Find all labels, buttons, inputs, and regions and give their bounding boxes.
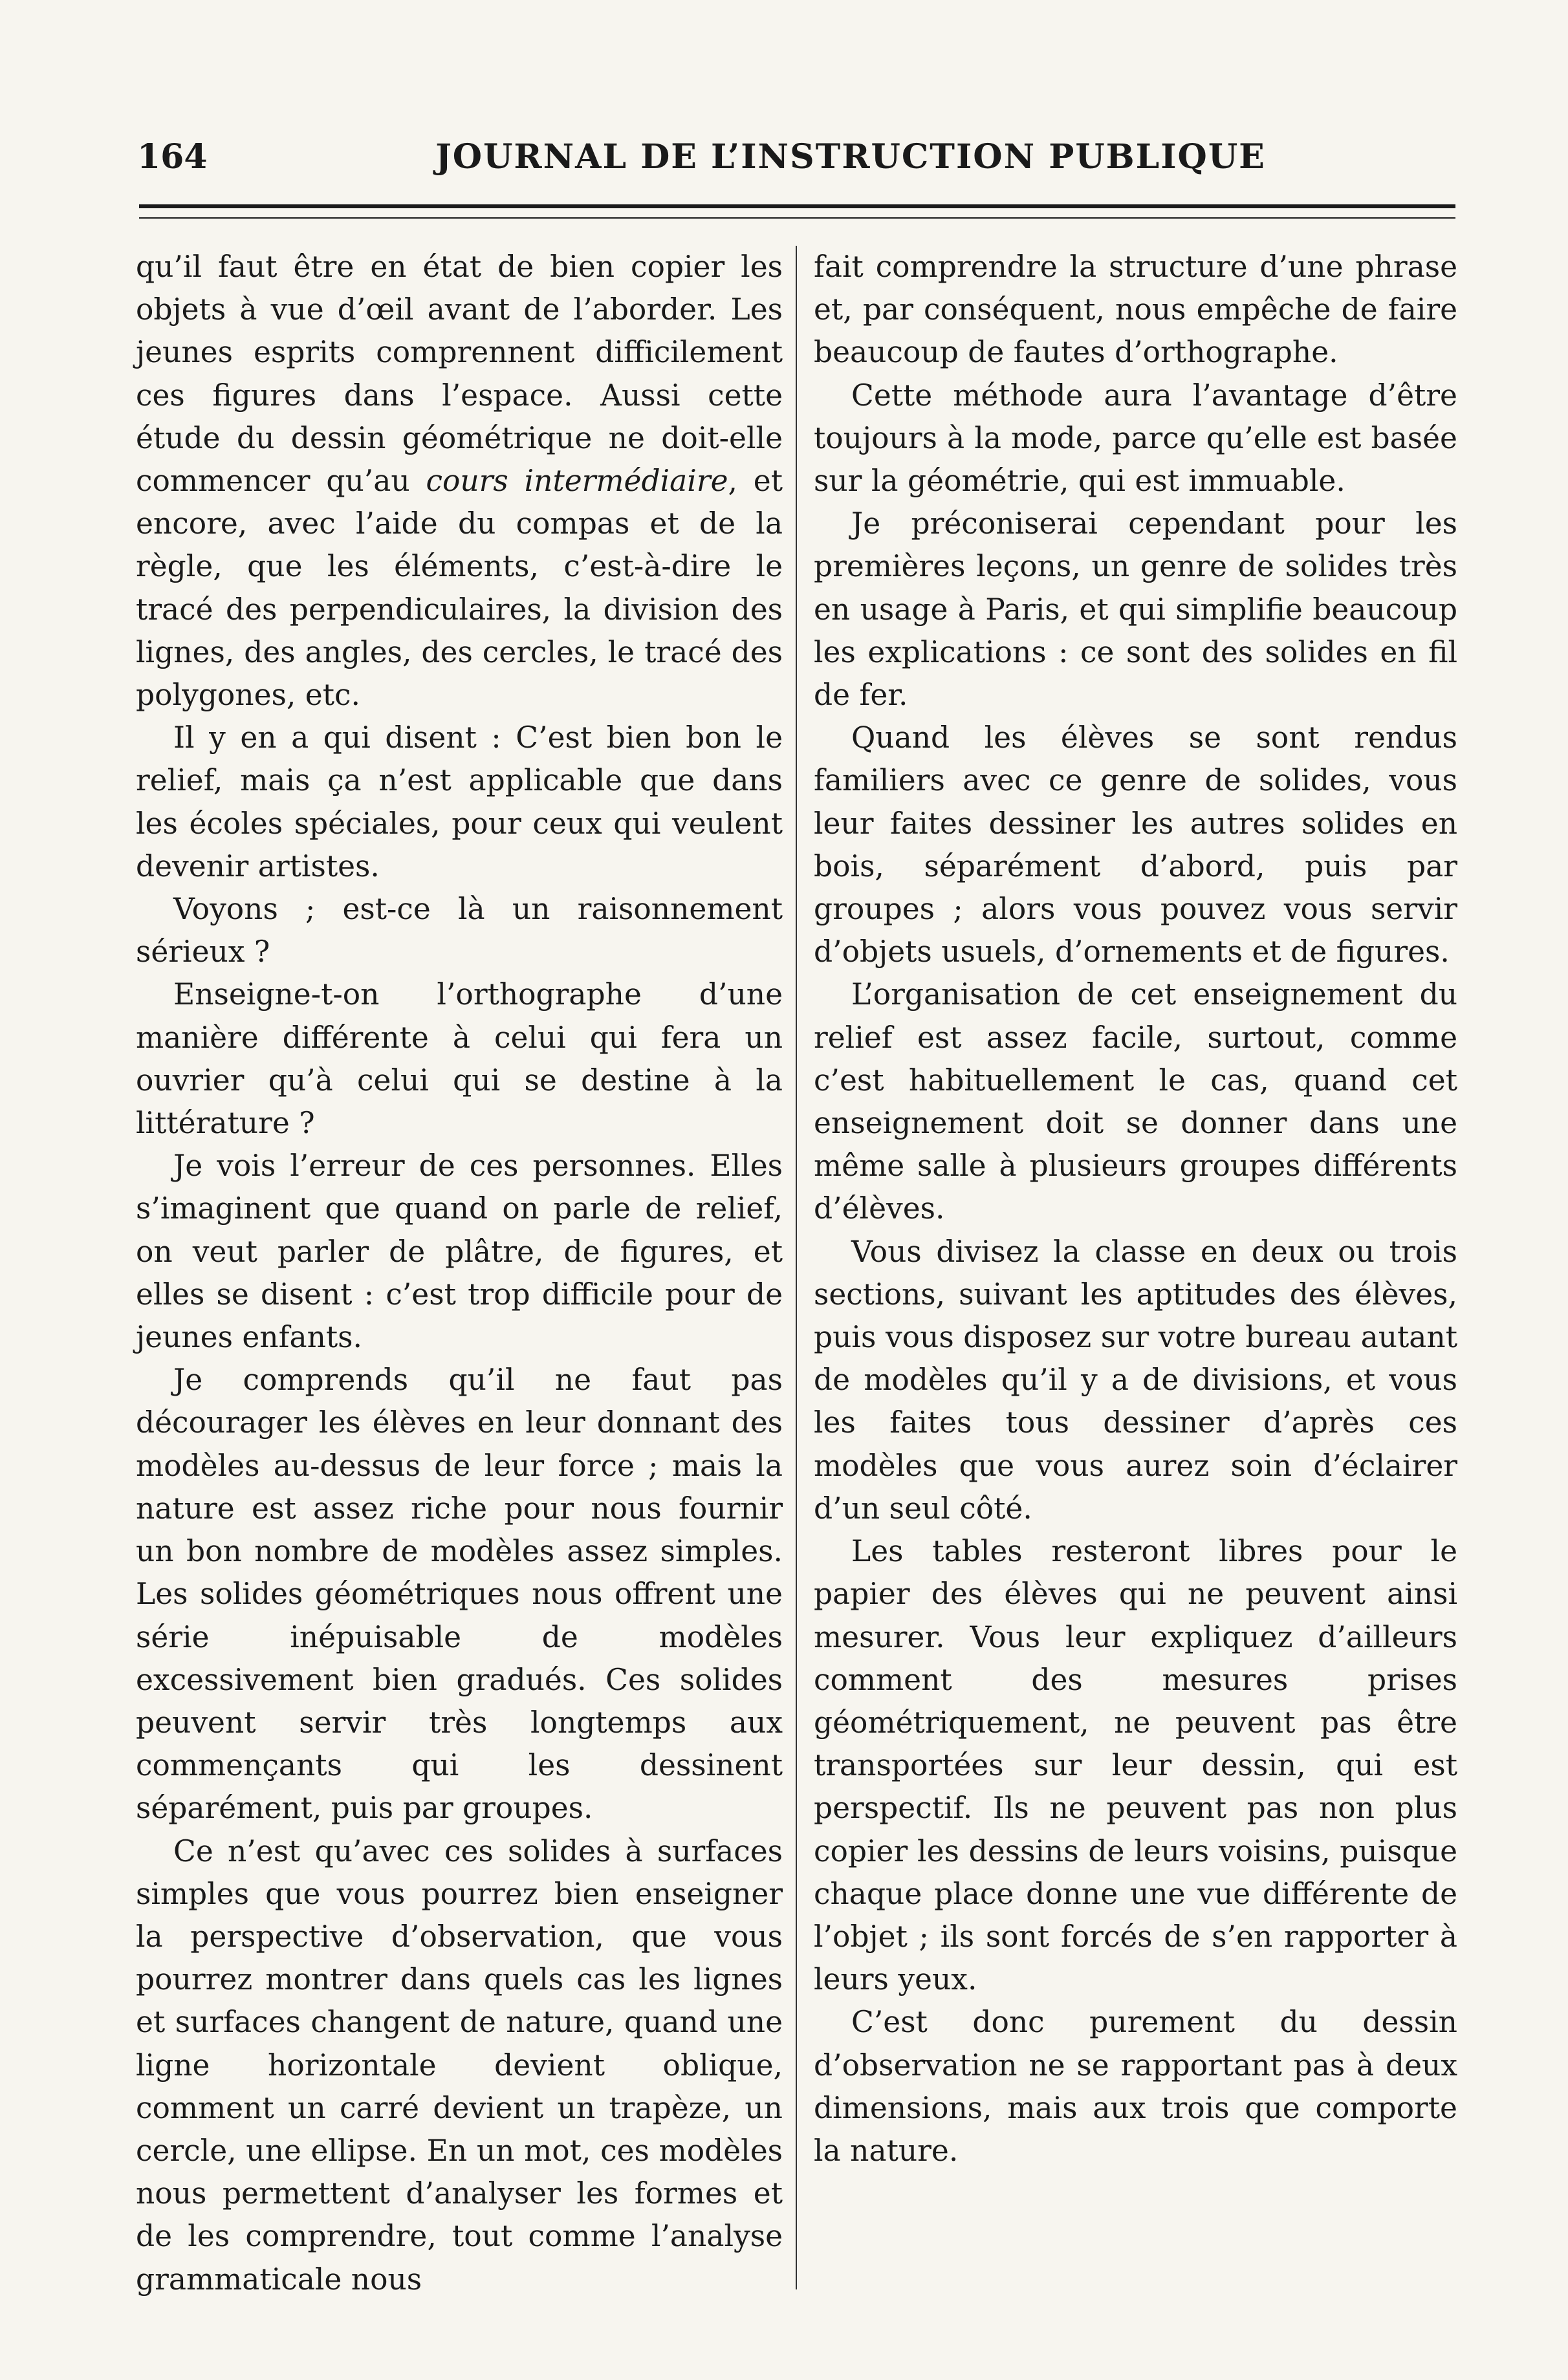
paragraph bbox=[814, 246, 1457, 374]
running-title: JOURNAL DE L’INSTRUCTION PUBLIQUE bbox=[435, 137, 1266, 177]
italic-text: cours intermédiaire bbox=[426, 464, 728, 499]
paragraph-text: Il y en a qui disent : C’est bien bon le relief, mais ça n’est applicable que dans les écoles spéciales, pour ceux qui veulent devenir artistes. bbox=[136, 720, 783, 883]
paragraph-text: Enseigne-t-on l’orthographe d’une manière différente à celui qui fera un ouvrier qu’à celui qui se destine à la littérature ? bbox=[136, 977, 783, 1141]
header-rule-thin bbox=[139, 217, 1455, 219]
paragraph bbox=[814, 2001, 1457, 2172]
paragraph-text: Voyons ; est-ce là un raisonnement sérieux ? bbox=[136, 892, 783, 969]
paragraph bbox=[814, 503, 1457, 717]
paragraph bbox=[136, 888, 783, 973]
paragraph bbox=[814, 1231, 1457, 1530]
left-column bbox=[136, 246, 783, 2301]
page-number: 164 bbox=[137, 137, 208, 177]
paragraph-text: Cette méthode aura l’avantage d’être toujours à la mode, parce qu’elle est basée sur la géométrie, qui est immuable. bbox=[814, 378, 1457, 499]
paragraph-text: Je vois l’erreur de ces personnes. Elles s’imaginent que quand on parle de relief, on veut parler de plâtre, de figures, et elles se disent : c’est trop difficile pour de jeunes enfants. bbox=[136, 1149, 783, 1355]
paragraph bbox=[814, 717, 1457, 973]
paragraph bbox=[136, 246, 783, 717]
paragraph bbox=[136, 1145, 783, 1359]
header-rule-thick bbox=[139, 204, 1455, 208]
paragraph-text: L’organisation de cet enseignement du relief est assez facile, surtout, comme c’est habituellement le cas, quand cet enseignement doit se donner dans une même salle à plusieurs groupes différents d’élèves. bbox=[814, 977, 1457, 1226]
column-divider bbox=[796, 246, 797, 2289]
paragraph-text: Les tables resteront libres pour le papier des élèves qui ne peuvent ainsi mesurer. Vous leur expliquez d’ailleurs comment des mesures prises géométriquement, ne peuvent pas être transportées sur leur dessin, qui est perspectif. Ils ne peuvent pas non plus copier les dessins de leurs voisins, puisque chaque place donne une vue différente de l’objet ; ils sont forcés de s’en rapporter à leurs yeux. bbox=[814, 1534, 1457, 1997]
paragraph bbox=[136, 717, 783, 888]
paragraph-text: , et encore, avec l’aide du compas et de la règle, que les éléments, c’est-à-dire le tracé des perpendiculaires, la division des lignes, des angles, des cercles, le tracé des polygones, etc. bbox=[136, 464, 783, 713]
paragraph bbox=[814, 1530, 1457, 2001]
paragraph bbox=[814, 973, 1457, 1230]
paragraph-text: fait comprendre la structure d’une phrase et, par conséquent, nous empêche de faire beaucoup de fautes d’orthographe. bbox=[814, 250, 1457, 370]
paragraph-text: Quand les élèves se sont rendus familiers avec ce genre de solides, vous leur faites dessiner les autres solides en bois, séparément d’abord, puis par groupes ; alors vous pouvez vous servir d’objets usuels, d’ornements et de figures. bbox=[814, 720, 1457, 969]
paragraph bbox=[814, 374, 1457, 503]
paragraph-text: qu’il faut être en état de bien copier les objets à vue d’œil avant de l’aborder. Les jeunes esprits comprennent difficilement ces figures dans l’espace. Aussi cette étude du dessin géométrique ne doit-elle commencer qu’au bbox=[136, 250, 783, 499]
paragraph-text: Ce n’est qu’avec ces solides à surfaces simples que vous pourrez bien enseigner la perspective d’observation, que vous pourrez montrer dans quels cas les lignes et surfaces changent de nature, quand une ligne horizontale devient oblique, comment un carré devient un trapèze, un cercle, une ellipse. En un mot, ces modèles nous permettent d’analyser les formes et de les comprendre, tout comme l’analyse grammaticale nous bbox=[136, 1834, 783, 2297]
right-column bbox=[814, 246, 1457, 2172]
paragraph bbox=[136, 973, 783, 1145]
paragraph-text: C’est donc purement du dessin d’observation ne se rapportant pas à deux dimensions, mais aux trois que comporte la nature. bbox=[814, 2005, 1457, 2168]
paragraph bbox=[136, 1830, 783, 2301]
paragraph-text: Vous divisez la classe en deux ou trois sections, suivant les aptitudes des élèves, puis vous disposez sur votre bureau autant de modèles qu’il y a de divisions, et vous les faites tous dessiner d’après ces modèles que vous aurez soin d’éclairer d’un seul côté. bbox=[814, 1234, 1457, 1526]
paragraph bbox=[136, 1359, 783, 1830]
paragraph-text: Je comprends qu’il ne faut pas décourager les élèves en leur donnant des modèles au-dessus de leur force ; mais la nature est assez riche pour nous fournir un bon nombre de modèles assez simples. Les solides géométriques nous offrent une série inépuisable de modèles excessivement bien gradués. Ces solides peuvent servir très longtemps aux commençants qui les dessinent séparément, puis par groupes. bbox=[136, 1363, 783, 1826]
page-header bbox=[129, 129, 1455, 188]
paragraph-text: Je préconiserai cependant pour les premières leçons, un genre de solides très en usage à Paris, et qui simplifie beaucoup les explications : ce sont des solides en fil de fer. bbox=[814, 506, 1457, 713]
